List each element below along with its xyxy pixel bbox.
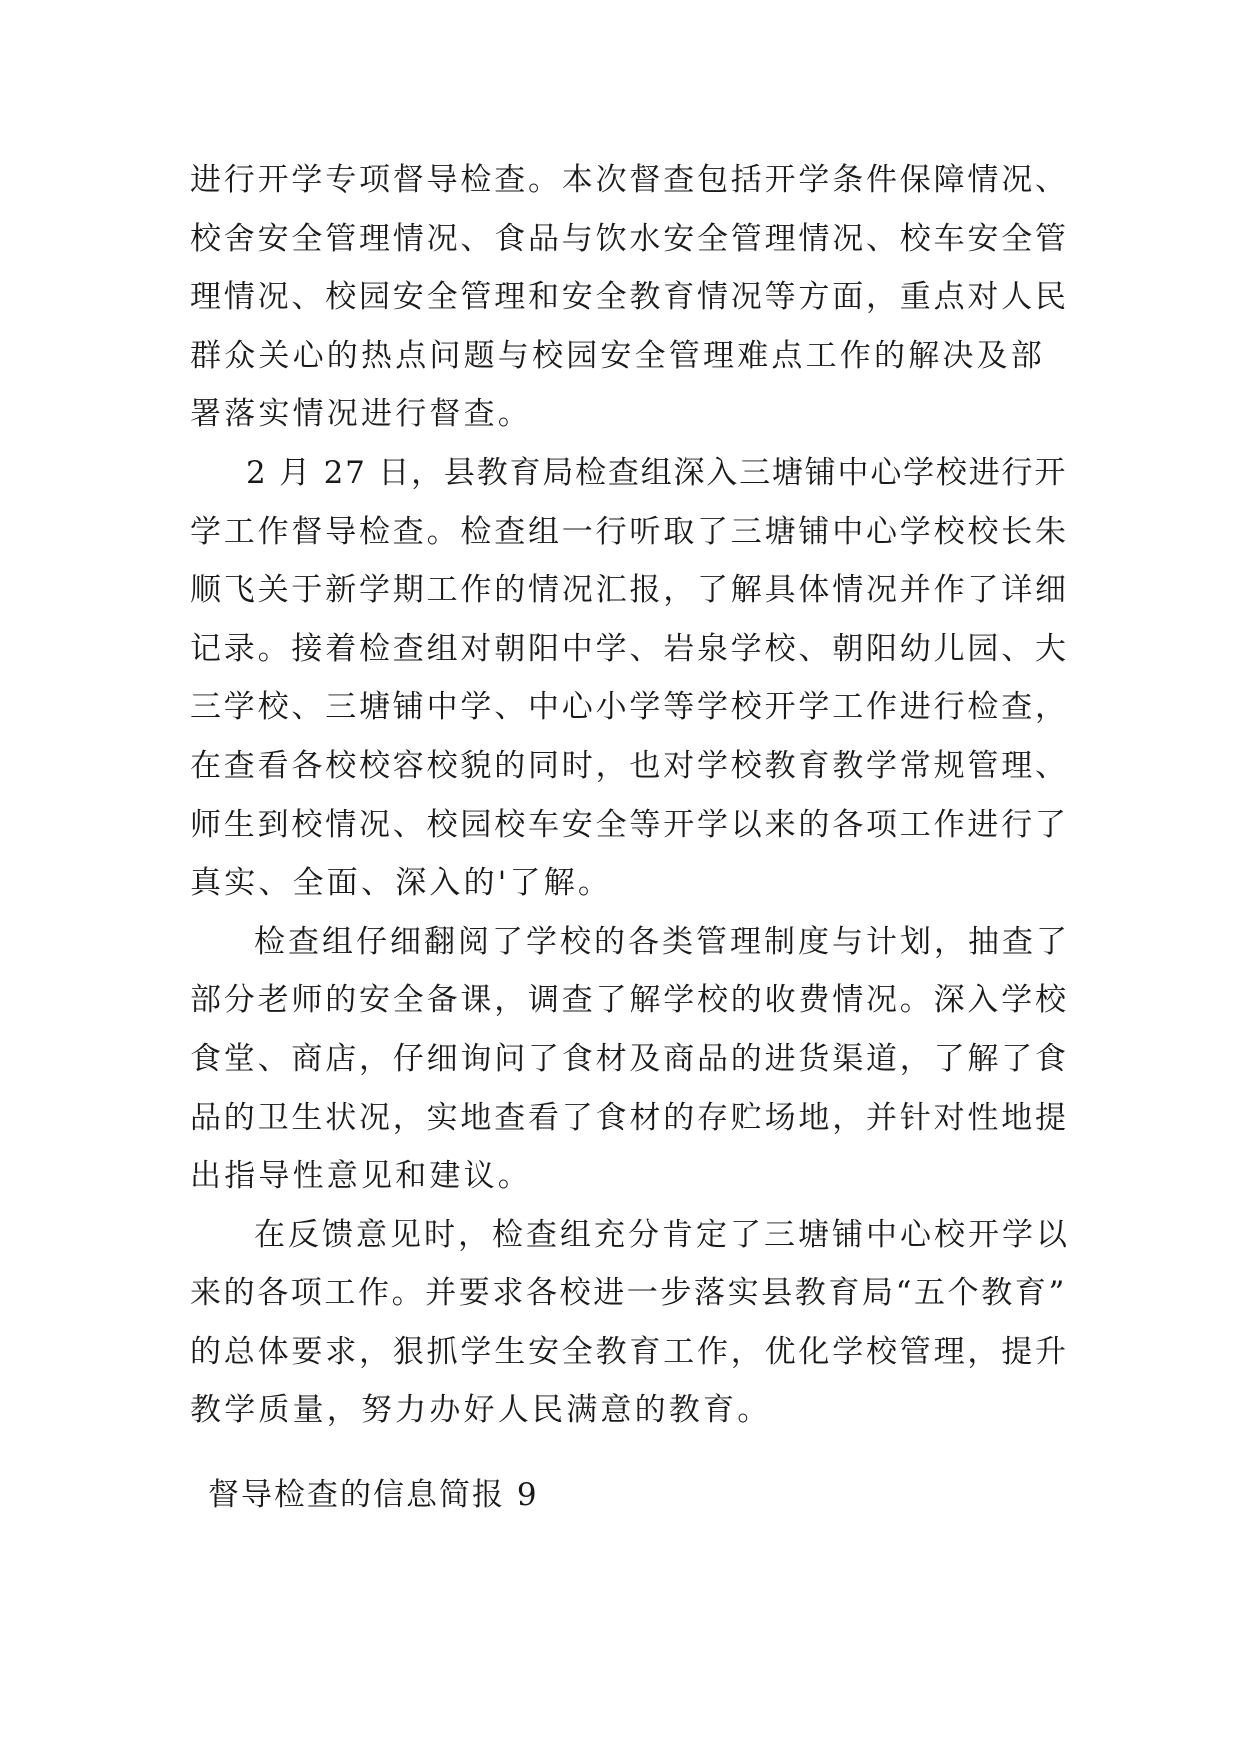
text-line: 在查看各校校容校貌的同时，也对学校教育教学常规管理、 bbox=[190, 747, 1069, 784]
text-line: 理情况、校园安全管理和安全教育情况等方面，重点对人民 bbox=[190, 279, 1069, 316]
text-line: 出指导性意见和建议。 bbox=[190, 1158, 532, 1195]
text-line: 师生到校情况、校园校车安全等开学以来的各项工作进行了 bbox=[190, 806, 1069, 843]
paragraph-1 bbox=[190, 151, 1070, 444]
text-line: 署落实情况进行督查。 bbox=[190, 396, 532, 433]
text-line: 教学质量，努力办好人民满意的教育。 bbox=[190, 1392, 772, 1429]
text-line: 顺飞关于新学期工作的情况汇报，了解具体情况并作了详细 bbox=[190, 572, 1069, 609]
paragraph-3 bbox=[190, 913, 1070, 1206]
text-line: 校舍安全管理情况、食品与饮水安全管理情况、校车安全管 bbox=[190, 220, 1069, 257]
text-line: 来的各项工作。并要求各校进一步落实县教育局“五个教育” bbox=[190, 1275, 1067, 1312]
paragraph-2 bbox=[190, 444, 1070, 913]
text-line: 进行开学专项督导检查。本次督查包括开学条件保障情况、 bbox=[190, 162, 1069, 198]
text-line: 在反馈意见时，检查组充分肯定了三塘铺中心校开学以 bbox=[254, 1216, 1070, 1253]
text-line: 部分老师的安全备课，调查了解学校的收费情况。深入学校 bbox=[190, 982, 1069, 1019]
text-line: 食堂、商店，仔细询问了食材及商品的进货渠道，了解了食 bbox=[190, 1040, 1069, 1077]
section-heading: 督导检查的信息简报 9 bbox=[208, 1477, 539, 1513]
document-body bbox=[190, 151, 1070, 1440]
text-line: 品的卫生状况，实地查看了食材的存贮场地，并针对性地提 bbox=[190, 1099, 1069, 1136]
text-line: 学工作督导检查。检查组一行听取了三塘铺中心学校校长朱 bbox=[190, 513, 1069, 550]
text-line: 记录。接着检查组对朝阳中学、岩泉学校、朝阳幼儿园、大 bbox=[190, 630, 1069, 667]
text-line: 2 月 27 日，县教育局检查组深入三塘铺中心学校进行开 bbox=[246, 454, 1068, 491]
paragraph-4 bbox=[190, 1206, 1070, 1440]
text-line: 的总体要求，狠抓学生安全教育工作，优化学校管理，提升 bbox=[190, 1333, 1069, 1370]
text-line: 真实、全面、深入的'了解。 bbox=[190, 865, 613, 902]
text-line: 三学校、三塘铺中学、中心小学等学校开学工作进行检查， bbox=[190, 689, 1069, 726]
text-line: 群众关心的热点问题与校园安全管理难点工作的解决及部 bbox=[190, 337, 1045, 374]
text-line: 检查组仔细翻阅了学校的各类管理制度与计划，抽查了 bbox=[254, 923, 1070, 960]
